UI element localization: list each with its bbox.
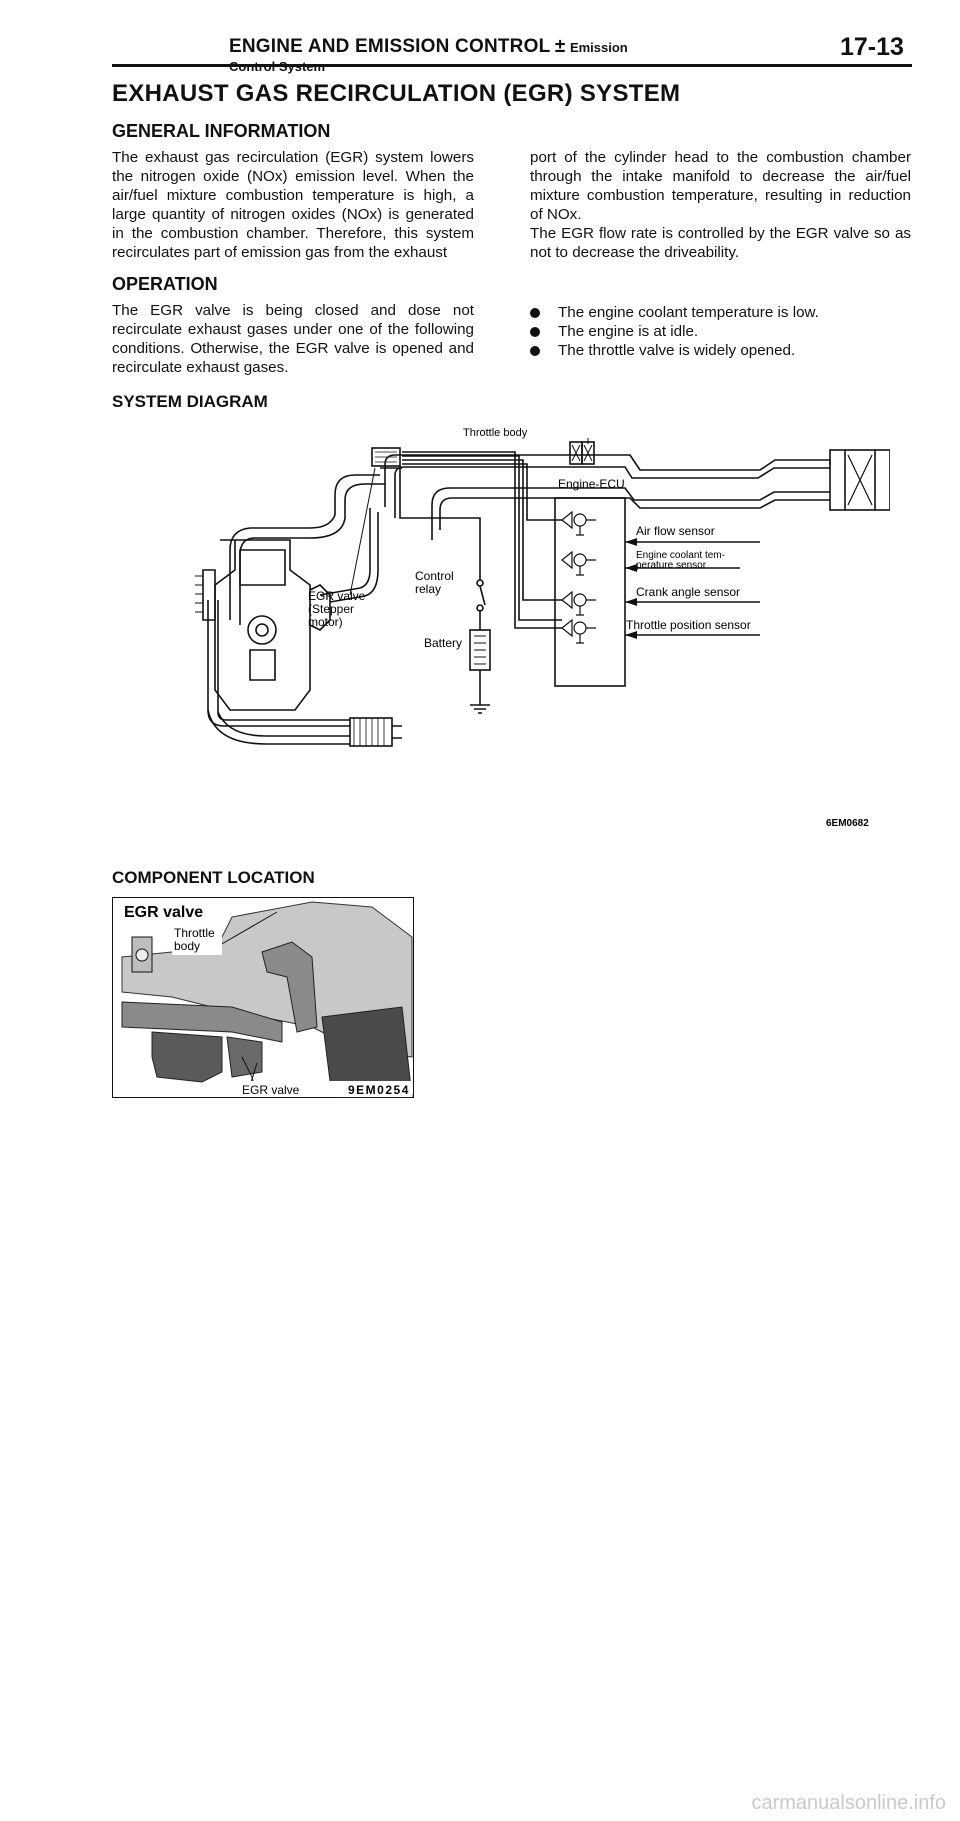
throttle-position-sensor-label: Throttle position sensor [626, 618, 751, 632]
egr-valve-label-line1: EGR valve [308, 589, 366, 603]
page-number: 17-13 [840, 33, 904, 61]
general-information-left-column [112, 148, 474, 262]
list-item: The engine coolant temperature is low. [530, 303, 911, 322]
throttle-body-label: Throttle body [463, 427, 528, 439]
list-item: The throttle valve is widely opened. [530, 341, 911, 360]
header-separator: ± [554, 36, 566, 57]
operation-heading: OPERATION [112, 274, 218, 294]
system-diagram-heading: SYSTEM DIAGRAM [112, 392, 268, 411]
throttle-body-callout-line1: Throttle [174, 926, 215, 940]
general-information-continued: port of the cylinder head to the combustion chamber through the intake manifold to decrease the air/fuel mixture combustion temperature, resulting in reduction of NOx. [530, 149, 911, 223]
control-relay-label-line1: Control [415, 569, 454, 583]
crank-angle-sensor-label: Crank angle sensor [636, 585, 741, 599]
engine-ecu-label: Engine-ECU [558, 477, 625, 491]
system-diagram-figure-code: 6EM0682 [826, 818, 869, 829]
header-rule [112, 64, 912, 67]
general-information-right-column [530, 148, 911, 262]
egr-valve-bottom-callout: EGR valve [242, 1083, 300, 1097]
general-information-text: The exhaust gas recirculation (EGR) system lowers the nitrogen oxide (NOx) emission level. When the air/fuel mixture combustion temperature is high, a large quantity of nitrogen oxides (NOx) is generated in the combustion chamber. Therefore, this system recirculates part of emission gas from the exhaust [112, 149, 474, 261]
bullet-icon [530, 308, 540, 318]
egr-valve-label-line2: (Stepper [308, 602, 355, 616]
egr-valve-callout: EGR valve [124, 904, 204, 921]
bullet-icon [530, 327, 540, 337]
page-title: EXHAUST GAS RECIRCULATION (EGR) SYSTEM [112, 80, 681, 107]
general-information-heading: GENERAL INFORMATION [112, 121, 331, 141]
egr-valve-label-line3: motor) [308, 615, 343, 629]
section-title: ENGINE AND EMISSION CONTROL [229, 36, 551, 57]
battery-label: Battery [424, 636, 463, 650]
coolant-sensor-label-line1: Engine coolant tem- [636, 550, 725, 561]
coolant-sensor-label-line2: perature sensor [636, 560, 707, 571]
control-relay-label-line2: relay [415, 582, 442, 596]
bullet-icon [530, 346, 540, 356]
component-location-heading: COMPONENT LOCATION [112, 868, 315, 887]
throttle-body-callout-line2: body [174, 939, 201, 953]
operation-text: The EGR valve is being closed and dose not recirculate exhaust gases under one of the following conditions. Otherwise, the EGR valve is opened and recirculate exhaust gases. [112, 302, 474, 376]
component-figure-code: 9EM0254 [348, 1083, 410, 1097]
system-diagram [170, 420, 890, 850]
component-location-figure [112, 897, 414, 1098]
section-subtitle: Emission [569, 40, 628, 55]
operation-text-column [112, 301, 474, 377]
operation-conditions-list [530, 303, 911, 360]
running-header [229, 36, 669, 64]
list-item: The engine is at idle. [530, 322, 911, 341]
watermark: carmanualsonline.info [751, 1792, 946, 1814]
egr-flow-rate-text: The EGR flow rate is controlled by the EGR valve so as not to decrease the driveability. [530, 225, 911, 261]
air-flow-sensor-label: Air flow sensor [636, 524, 715, 538]
